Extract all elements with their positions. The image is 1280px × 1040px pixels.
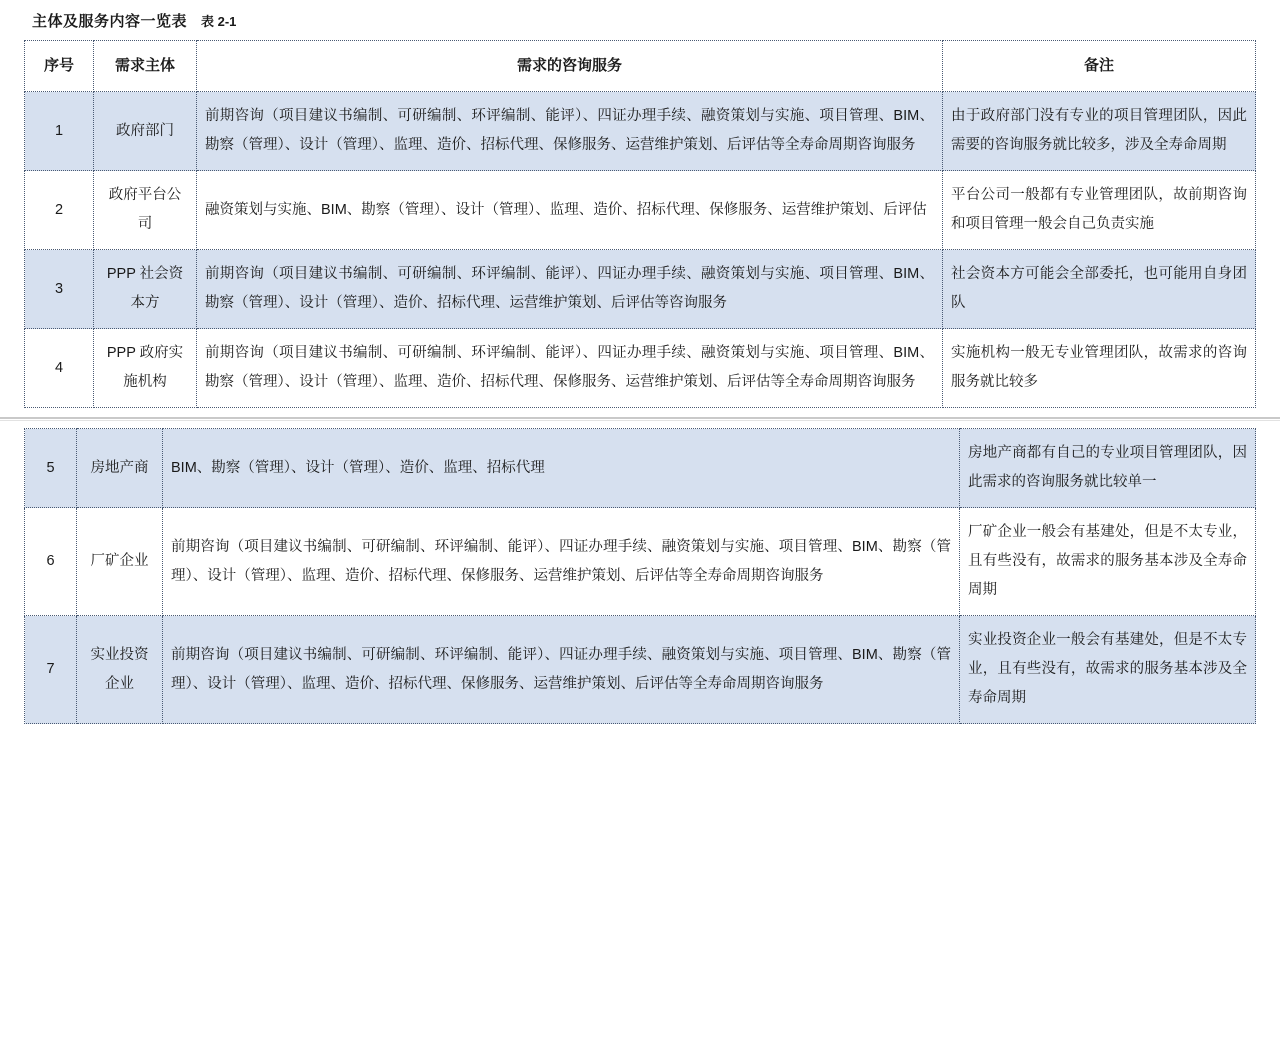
cell-service: 前期咨询（项目建议书编制、可研编制、环评编制、能评）、四证办理手续、融资策划与实施、项目管理、BIM、勘察（管理）、设计（管理）、监理、造价、招标代理、保修服务、运营维护策划、后评估等全寿命周期咨询服务 (163, 508, 960, 616)
page-break-line-secondary (0, 420, 1280, 421)
cell-subject: PPP 社会资本方 (94, 250, 197, 329)
table-header (25, 41, 1256, 92)
table-row (25, 92, 1256, 171)
cell-remark: 厂矿企业一般会有基建处，但是不太专业，且有些没有，故需求的服务基本涉及全寿命周期 (960, 508, 1256, 616)
cell-no: 2 (25, 171, 94, 250)
cell-service: 前期咨询（项目建议书编制、可研编制、环评编制、能评）、四证办理手续、融资策划与实施、项目管理、BIM、勘察（管理）、设计（管理）、监理、造价、招标代理、保修服务、运营维护策划、后评估等全寿命周期咨询服务 (163, 616, 960, 724)
table-row (25, 329, 1256, 408)
cell-no: 4 (25, 329, 94, 408)
cell-no: 7 (25, 616, 77, 724)
cell-remark: 实业投资企业一般会有基建处，但是不太专业，且有些没有，故需求的服务基本涉及全寿命周期 (960, 616, 1256, 724)
table-row (25, 429, 1256, 508)
header-cell-no: 序号 (25, 41, 94, 92)
cell-remark: 房地产商都有自己的专业项目管理团队，因此需求的咨询服务就比较单一 (960, 429, 1256, 508)
cell-no: 5 (25, 429, 77, 508)
table-body-lower (25, 429, 1256, 724)
cell-subject: 厂矿企业 (77, 508, 163, 616)
cell-service: 前期咨询（项目建议书编制、可研编制、环评编制、能评）、四证办理手续、融资策划与实施、项目管理、BIM、勘察（管理）、设计（管理）、监理、造价、招标代理、保修服务、运营维护策划、后评估等全寿命周期咨询服务 (197, 92, 943, 171)
page-break-line (0, 417, 1280, 419)
header-cell-subject: 需求主体 (94, 41, 197, 92)
cell-service: BIM、勘察（管理）、设计（管理）、造价、监理、招标代理 (163, 429, 960, 508)
subjects-services-table-lower (24, 428, 1256, 724)
cell-no: 1 (25, 92, 94, 171)
table-caption-number: 表 2-1 (201, 14, 237, 29)
cell-service: 前期咨询（项目建议书编制、可研编制、环评编制、能评）、四证办理手续、融资策划与实施、项目管理、BIM、勘察（管理）、设计（管理）、监理、造价、招标代理、保修服务、运营维护策划、后评估等全寿命周期咨询服务 (197, 329, 943, 408)
cell-remark: 平台公司一般都有专业管理团队，故前期咨询和项目管理一般会自己负责实施 (943, 171, 1256, 250)
table-row (25, 616, 1256, 724)
cell-service: 融资策划与实施、BIM、勘察（管理）、设计（管理）、监理、造价、招标代理、保修服务、运营维护策划、后评估 (197, 171, 943, 250)
table-caption-title: 主体及服务内容一览表 (32, 13, 188, 30)
cell-subject: 政府平台公司 (94, 171, 197, 250)
table-caption (24, 0, 1256, 40)
cell-remark: 社会资本方可能会全部委托，也可能用自身团队 (943, 250, 1256, 329)
table-body-upper (25, 92, 1256, 408)
cell-subject: 政府部门 (94, 92, 197, 171)
table-row (25, 171, 1256, 250)
cell-remark: 由于政府部门没有专业的项目管理团队，因此需要的咨询服务就比较多，涉及全寿命周期 (943, 92, 1256, 171)
cell-no: 3 (25, 250, 94, 329)
cell-subject: 实业投资企业 (77, 616, 163, 724)
cell-subject: 房地产商 (77, 429, 163, 508)
table-row (25, 508, 1256, 616)
table-row (25, 250, 1256, 329)
subjects-services-table-upper (24, 40, 1256, 408)
cell-remark: 实施机构一般无专业管理团队，故需求的咨询服务就比较多 (943, 329, 1256, 408)
cell-subject: PPP 政府实施机构 (94, 329, 197, 408)
header-cell-service: 需求的咨询服务 (197, 41, 943, 92)
table-header-row (25, 41, 1256, 92)
cell-service: 前期咨询（项目建议书编制、可研编制、环评编制、能评）、四证办理手续、融资策划与实施、项目管理、BIM、勘察（管理）、设计（管理）、造价、招标代理、运营维护策划、后评估等咨询服务 (197, 250, 943, 329)
cell-no: 6 (25, 508, 77, 616)
header-cell-remark: 备注 (943, 41, 1256, 92)
page-break-separator (0, 408, 1280, 428)
